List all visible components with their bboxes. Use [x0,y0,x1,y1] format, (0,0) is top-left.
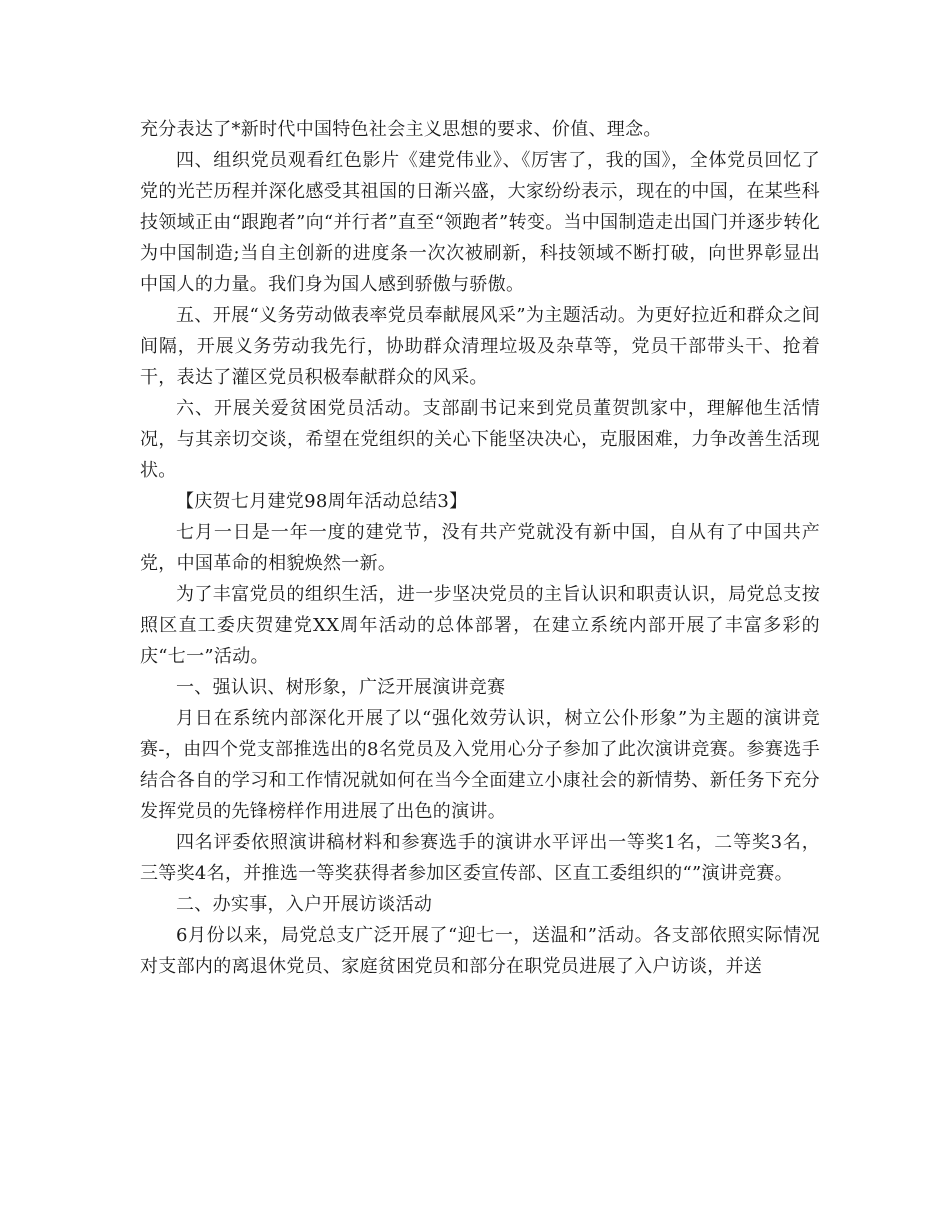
paragraph: 月日在系统内部深化开展了以“强化效劳认识，树立公仆形象”为主题的演讲竞赛-，由四个党支部推选出的8名党员及入党用心分子参加了此次演讲竞赛。参赛选手结合各自的学习和工作情况就如何在当今全面建立小康社会的新情势、新任务下充分发挥党员的先锋榜样作用进展了出色的演讲。 [140,708,820,822]
paragraph: 七月一日是一年一度的建党节，没有共产党就没有新中国，自从有了中国共产党，中国革命的相貌焕然一新。 [140,522,820,574]
paragraph: 【庆贺七月建党98周年活动总结3】 [176,491,468,512]
paragraph: 二、办实事，入户开展访谈活动 [176,894,433,915]
paragraph: 四名评委依照演讲稿材料和参赛选手的演讲水平评出一等奖1名，二等奖3名，三等奖4名，并推选一等奖获得者参加区委宣传部、区直工委组织的“”演讲竞赛。 [140,832,820,884]
document-body [140,114,820,982]
paragraph: 6月份以来，局党总支广泛开展了“迎七一，送温和”活动。各支部依照实际情况对支部内的离退休党员、家庭贫困党员和部分在职党员进展了入户访谈，并送 [140,925,820,977]
paragraph: 一、强认识、树形象，广泛开展演讲竞赛 [176,677,506,698]
paragraph: 为了丰富党员的组织生活，进一步坚决党员的主旨认识和职责认识，局党总支按照区直工委庆贺建党XX周年活动的总体部署，在建立系统内部开展了丰富多彩的庆“七一”活动。 [140,584,820,667]
paragraph: 五、开展“义务劳动做表率党员奉献展风采”为主题活动。为更好拉近和群众之间间隔，开展义务劳动我先行，协助群众清理垃圾及杂草等，党员干部带头干、抢着干，表达了灌区党员积极奉献群众的风采。 [140,305,820,388]
paragraph: 四、组织党员观看红色影片《建党伟业》、《厉害了，我的国》，全体党员回忆了党的光芒历程并深化感受其祖国的日渐兴盛，大家纷纷表示，现在的中国，在某些科技领域正由“跟跑者”向“并行者”直至“领跑者”转变。当中国制造走出国门并逐步转化为中国制造;当自主创新的进度条一次次被刷新，科技领域不断打破，向世界彰显出中国人的力量。我们身为国人感到骄傲与骄傲。 [140,150,820,295]
paragraph: 六、开展关爱贫困党员活动。支部副书记来到党员董贺凯家中，理解他生活情况，与其亲切交谈，希望在党组织的关心下能坚决决心，克服困难，力争改善生活现状。 [140,398,820,481]
paragraph: 充分表达了*新时代中国特色社会主义思想的要求、价值、理念。 [140,119,662,140]
